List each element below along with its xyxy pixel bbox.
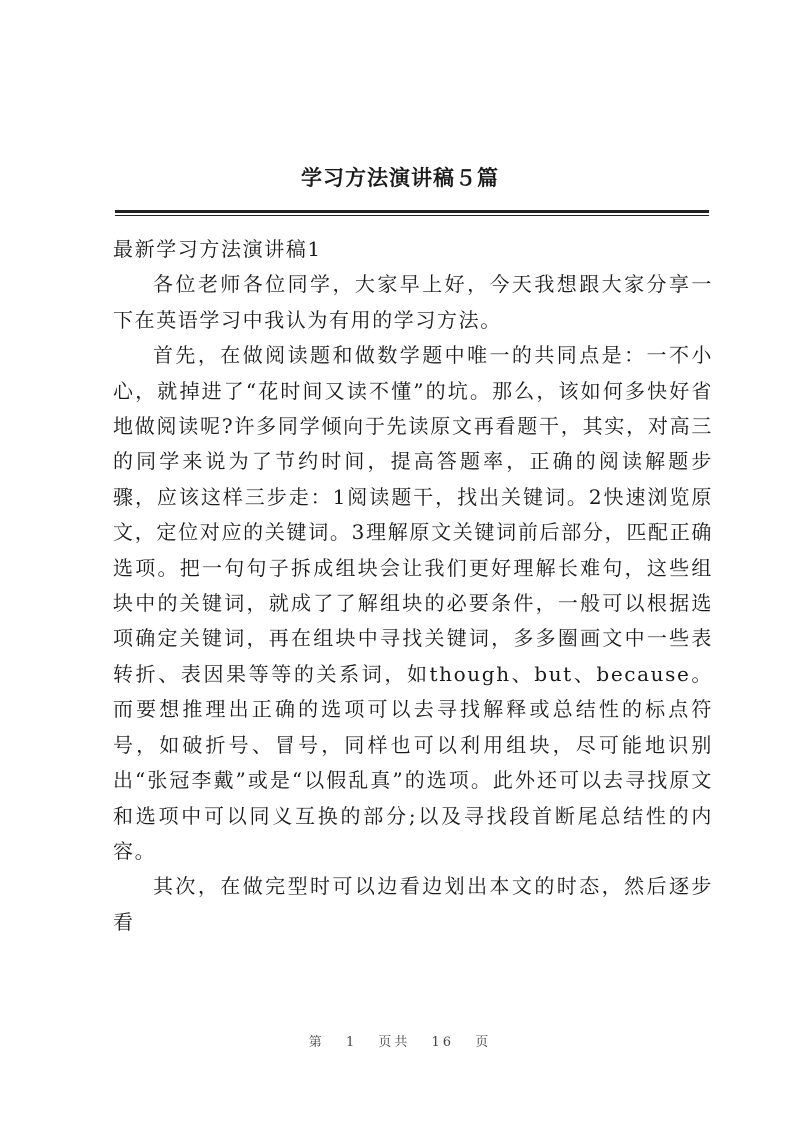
- page-label-prefix: 第: [308, 1035, 325, 1050]
- paragraph-reading-method: 首先，在做阅读题和做数学题中唯一的共同点是：一不小心，就掉进了“花时间又读不懂”的坑。那么，该如何多快好省地做阅读呢?许多同学倾向于先读原文再看题干，其实，对高三的同学来说为了节约时间，提高答题率，正确的阅读解题步骤，应该这样三步走：1阅读题干，找出关键词。2快速浏览原文，定位对应的关键词。3理解原文关键词前后部分，匹配正确选项。把一句句子拆成组块会让我们更好理解长难句，这些组块中的关键词，就成了了解组块的必要条件，一般可以根据选项确定关键词，再在组块中寻找关键词，多多圈画文中一些表转折、表因果等等的关系词，如though、but、because。而要想推理出正确的选项可以去寻找解释或总结性的标点符号，如破折号、冒号，同样也可以利用组块，尽可能地识别出“张冠李戴”或是“以假乱真”的选项。此外还可以去寻找原文和选项中可以同义互换的部分;以及寻找段首断尾总结性的内容。: [113, 343, 713, 863]
- section-heading: 最新学习方法演讲稿1: [113, 237, 322, 261]
- page-footer: [0, 1031, 800, 1050]
- paragraph-cloze-method: 其次，在做完型时可以边看边划出本文的时态，然后逐步看: [113, 874, 713, 934]
- title-divider-thin: [115, 215, 709, 216]
- page-label-suffix: 页: [475, 1035, 492, 1050]
- paragraph-greeting: 各位老师各位同学，大家早上好，今天我想跟大家分享一下在英语学习中我认为有用的学习方法。: [113, 272, 713, 332]
- document-title: 学习方法演讲稿５篇: [301, 165, 499, 190]
- total-pages-number: 16: [431, 1035, 455, 1050]
- page-label-middle: 页共: [378, 1035, 411, 1050]
- current-page-number: 1: [345, 1035, 358, 1050]
- title-divider-thick: [115, 210, 709, 213]
- document-body: [113, 232, 713, 940]
